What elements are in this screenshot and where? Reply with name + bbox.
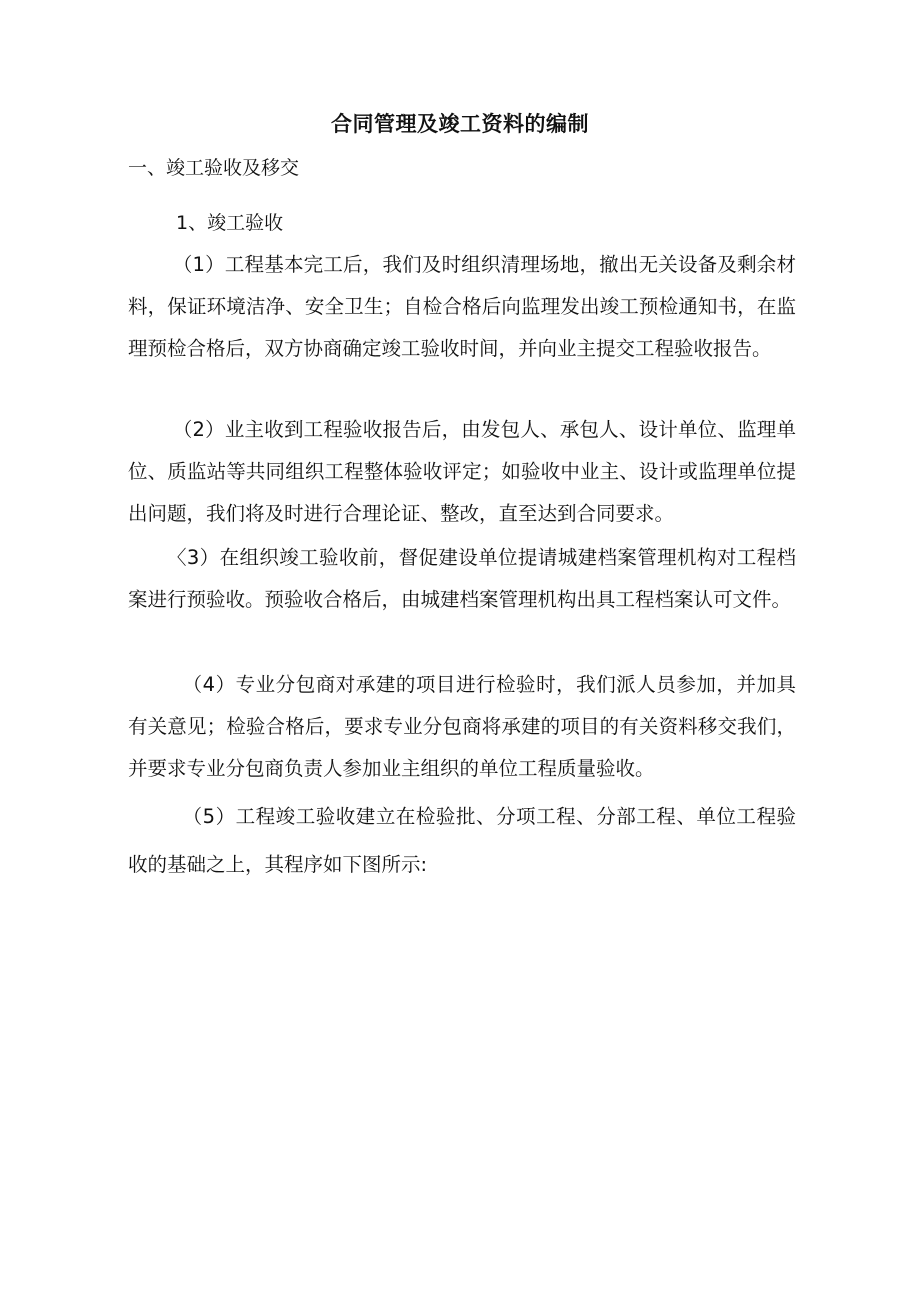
paragraph-1: （1）工程基本完工后，我们及时组织清理场地，撤出无关设备及剩余材料，保证环境洁净、安全卫生；自检合格后向监理发出竣工预检通知书，在监理预检合格后，双方协商确定竣工验收时间，并向业主提交工程验收报告。 bbox=[128, 253, 796, 360]
document-title: 合同管理及竣工资料的编制 bbox=[331, 112, 589, 136]
paragraph-2: （2）业主收到工程验收报告后，由发包人、承包人、设计单位、监理单位、质监站等共同组织工程整体验收评定；如验收中业主、设计或监理单位提出问题，我们将及时进行合理论证、整改，直至达到合同要求。 bbox=[128, 418, 796, 525]
paragraph-5: （5）工程竣工验收建立在检验批、分项工程、分部工程、单位工程验收的基础之上，其程序如下图所示: bbox=[128, 805, 796, 876]
paragraph-4: （4）专业分包商对承建的项目进行检验时，我们派人员参加，并加具有关意见；检验合格后，要求专业分包商将承建的项目的有关资料移交我们，并要求专业分包商负责人参加业主组织的单位工程质量验收。 bbox=[128, 673, 796, 780]
subsection-heading: 1、竣工验收 bbox=[176, 212, 284, 234]
section-heading: 一、竣工验收及移交 bbox=[128, 157, 300, 179]
paragraph-3: 〈3）在组织竣工验收前，督促建设单位提请城建档案管理机构对工程档案进行预验收。预验收合格后，由城建档案管理机构出具工程档案认可文件。 bbox=[128, 546, 796, 611]
